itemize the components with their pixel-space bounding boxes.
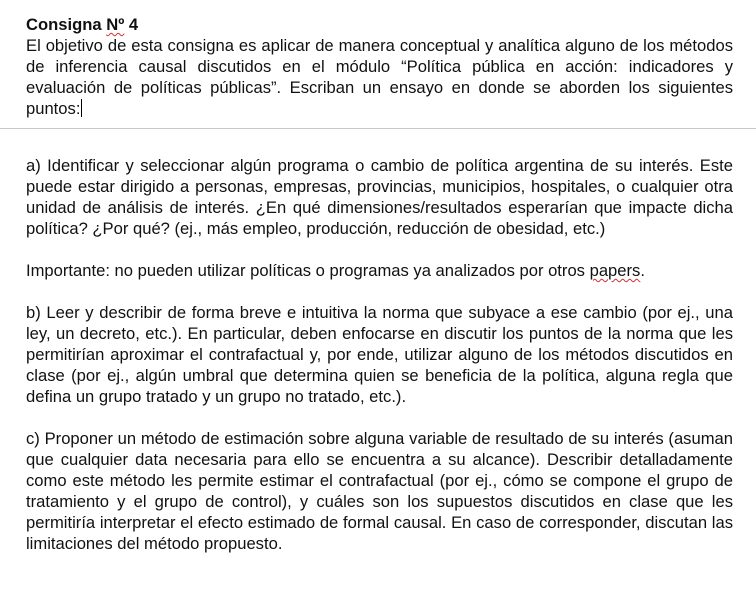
text-cursor [81,99,82,117]
paragraph-gap [26,407,733,428]
page-divider [0,128,756,129]
document-page[interactable] [26,14,733,119]
important-note-paragraph [26,260,733,281]
paragraph-gap [26,239,733,260]
important-note-period: . [640,261,645,280]
paragraph-gap [26,281,733,302]
point-b-paragraph: b) Leer y describir de forma breve e intuitiva la norma que subyace a ese cambio (por ej., una ley, un decreto, etc.). En particular, deben enfocarse en discutir los puntos de la norma que les permitirían aproximar el contrafactual y, por ende, utilizar alguno de los métodos discutidos en clase (por ej., algún umbral que determina quien se beneficia de la política, alguna regla que defina un grupo tratado y un grupo no tratado, etc.). [26,303,733,406]
intro-text: El objetivo de esta consigna es aplicar de manera conceptual y analítica alguno de los métodos de inferencia causal discutidos en el módulo “Política pública en acción: indicadores y evaluación de políticas públicas”. Escriban un ensayo en donde se aborden los siguientes puntos: [26,36,733,118]
point-c-paragraph: c) Proponer un método de estimación sobre alguna variable de resultado de su interés (asuman que cualquier data necesaria para ello se encuentra a su alcance). Describir detalladamente como este método les permite estimar el contrafactual (por ej., cómo se compone el grupo de tratamiento y el grupo de control), y cuáles son los supuestos discutidos en clase que les permitiría interpretar el efecto estimado de formal causal. En caso de corresponder, discutan las limitaciones del método propuesto. [26,429,733,553]
title-number-sign: Nº [106,15,125,34]
assignment-title [26,14,733,35]
document-body[interactable] [26,155,733,554]
intro-paragraph[interactable] [26,35,733,119]
misspelled-word[interactable]: papers [589,261,641,280]
title-prefix: Consigna [26,15,107,34]
title-suffix: 4 [124,15,139,34]
important-note-text: Importante: no pueden utilizar políticas o programas ya analizados por otros [26,261,590,280]
point-a-paragraph: a) Identificar y seleccionar algún programa o cambio de política argentina de su interés. Este puede estar dirigido a personas, empresas, provincias, municipios, hospitales, o cualquier otra unidad de análisis de interés. ¿En qué dimensiones/resultados esperarían que impacte dicha política? ¿Por qué? (ej., más empleo, producción, reducción de obesidad, etc.) [26,156,733,238]
